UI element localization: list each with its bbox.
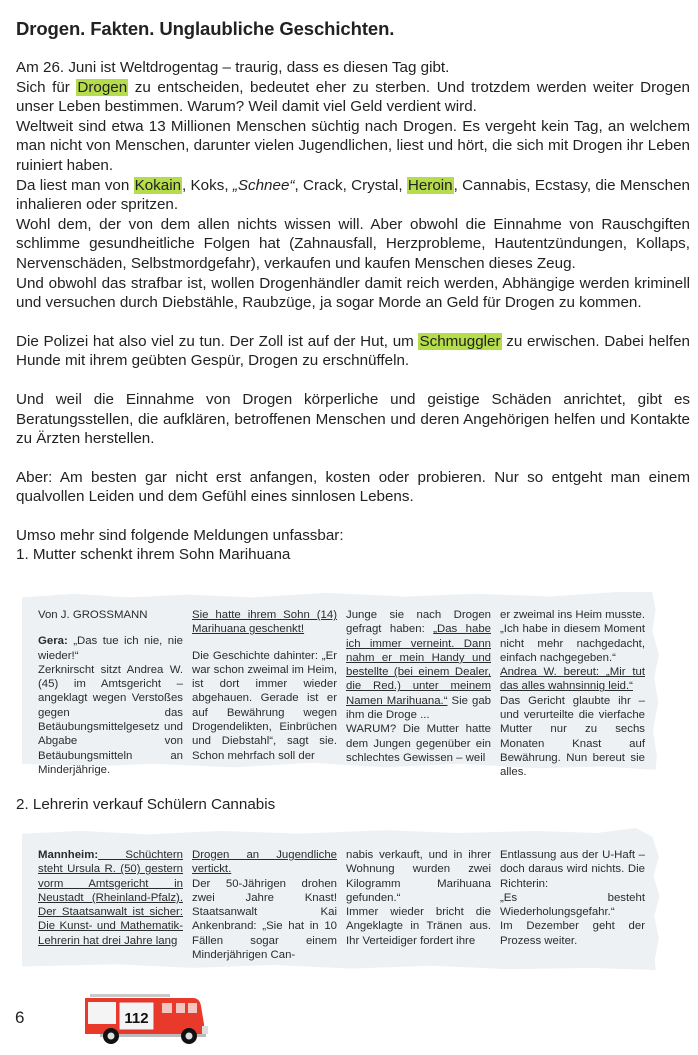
page-number: 6: [15, 1008, 25, 1027]
intro-paragraph-3: Weltweit sind etwa 13 Millionen Menschen süchtig nach Drogen. Es vergeht kein Tag, an welchem man nicht von Menschen, darunter vielen Jugendlichen, liest und hört, die sich mit Drogen ihr Leben ruiniert haben.: [16, 117, 690, 174]
clip1-place: Gera:: [38, 635, 68, 648]
clip1-column-1: Von J. GROSSMANN Gera: „Das tue ich nie, nie wieder!“ Zerknirscht sitzt Andrea W. (45) im Amtsgericht – angeklagt wegen Verstoßes gegen das Betäubungsmittelgesetz und Abgabe von Betäubungsmitteln an Minderjährige.: [38, 609, 183, 776]
svg-text:112: 112: [124, 1010, 149, 1027]
police-paragraph: Die Polizei hat also viel zu tun. Der Zoll ist auf der Hut, um Schmuggler zu erwischen. Dabei helfen Hunde mit ihrem geübten Gespür, Drogen zu erschnüffeln.: [16, 332, 690, 370]
clip1-headline: Sie hatte ihrem Sohn (14) Marihuana geschenkt!: [192, 609, 337, 636]
news-clipping-2-text: [38, 848, 645, 962]
clip2-column-4: Entlassung aus der U-Haft – doch daraus wird nichts. Die Richterin: „Es besteht Wiederholungsgefahr.“ Im Dezember geht der Prozess weiter.: [500, 849, 645, 947]
clip2-column-1: Mannheim: Schüchtern steht Ursula R. (50) gestern vorm Amtsgericht in Neustadt (Rheinland-Pfalz). Der Staatsanwalt ist sicher: Die Kunst- und Mathematik-Lehrerin hat drei Jahre lang: [38, 849, 183, 947]
clip2-place: Mannheim:: [38, 849, 99, 861]
news-clipping-1-text: [38, 608, 645, 780]
intro-paragraph-6: Und obwohl das strafbar ist, wollen Drogenhändler damit reich werden, Abhängige werden kriminell und versuchen durch Diebstähle, Raubzüge, ja sogar Morde an Geld für Drogen zu kommen.: [16, 274, 690, 312]
highlight-kokain: Kokain: [134, 176, 182, 194]
clip1-column-2: Sie hatte ihrem Sohn (14) Marihuana geschenkt! Die Geschichte dahinter: „Er war schon zweimal im Heim, ist dort immer wieder abgehauen. Gerade ist er auf Bewährung wegen Drogendelikten, Einbrüchen und Diebstahl“, sagt sie. Schon mehrfach soll der: [192, 609, 337, 762]
report2-heading-wrap: [16, 795, 690, 815]
clip1-column-3: Junge sie nach Drogen gefragt haben: „Das habe ich immer verneint. Dann nahm er mein Handy und bestellte (bei einem Dealer, die Red.) unter meinem Namen Marihuana.“ Sie gab ihm die Droge ... WARUM? Die Mutter hatte dem Jungen gegenüber ein schlechtes Gewissen – weil: [346, 609, 491, 764]
highlight-drogen: Drogen: [77, 78, 128, 96]
clip1-author: Von J. GROSSMANN: [38, 609, 148, 621]
clip2-column-2: Drogen an Jugendliche vertickt. Der 50-Jährigen drohen zwei Jahre Knast! Staatsanwalt Kai Ankenbrand: „Sie hat in 10 Fällen sogar einem Minderjährigen Can-: [192, 849, 337, 962]
intro-paragraph-4: Da liest man von Kokain, Koks, „Schnee“, Crack, Crystal, Heroin, Cannabis, Ecstasy, die Menschen inhalieren oder spritzen.: [16, 176, 690, 214]
highlight-heroin: Heroin: [407, 176, 453, 194]
counseling-paragraph: Und weil die Einnahme von Drogen körperliche und geistige Schäden anrichtet, gibt es Beratungsstellen, die aufklären, betroffenen Menschen und deren Angehörigen helfen und Kontakte zu Ärzten herstellen.: [16, 390, 690, 448]
intro-paragraph-5: Wohl dem, der von dem allen nichts wissen will. Aber obwohl die Einnahme von Rauschgiften schlimme gesundheitliche Folgen hat (Zahnausfall, Herzprobleme, Hautentzündungen, Kollaps, Nervenschäden, Selbstmordgefahr), verkaufen und kaufen Menschen dieses Zeug.: [16, 215, 690, 272]
highlight-schmuggler: Schmuggler: [419, 332, 501, 350]
clip1-column-4: er zweimal ins Heim musste. „Ich habe in diesem Moment nicht mehr nachgedacht, einfach nachgegeben.“ Andrea W. bereut: „Mir tut das alles wahnsinnig leid.“ Das Gericht glaubte ihr – und verurteilte die vierfache Mutter nur zu sechs Monaten Knast auf Bewährung. Nun bereut sie alles.: [500, 609, 645, 779]
intro-paragraph-1: Am 26. Juni ist Weltdrogentag – traurig, dass es diesen Tag gibt.: [16, 59, 450, 76]
intro-paragraph-2: Sich für Drogen zu entscheiden, bedeutet eher zu sterben. Und trotzdem werden weiter Drogen unser Leben bestimmen. Warum? Weil damit viel Geld verdient wird.: [16, 78, 690, 116]
page-title: Drogen. Fakten. Unglaubliche Geschichten.: [16, 18, 395, 39]
report1-heading: 1. Mutter schenkt ihrem Sohn Marihuana: [16, 546, 291, 564]
report2-heading: 2. Lehrerin verkauf Schülern Cannabis: [16, 796, 276, 813]
clip2-column-3: nabis verkauft, und in ihrer Wohnung wurden zwei Kilogramm Marihuana gefunden.“ Immer wieder bricht die Angeklagte in Tränen aus. Ihr Verteidiger fordert ihre: [346, 849, 491, 947]
advice-paragraph: Aber: Am besten gar nicht erst anfangen, kosten oder probieren. Nur so entgeht man einem qualvollen Leiden und dem Gefühl eines sinnlosen Lebens.: [16, 468, 690, 506]
intro-section: [16, 58, 690, 565]
reports-intro: Umso mehr sind folgende Meldungen unfassbar:: [16, 526, 344, 544]
fire-truck-icon: [82, 990, 214, 1046]
